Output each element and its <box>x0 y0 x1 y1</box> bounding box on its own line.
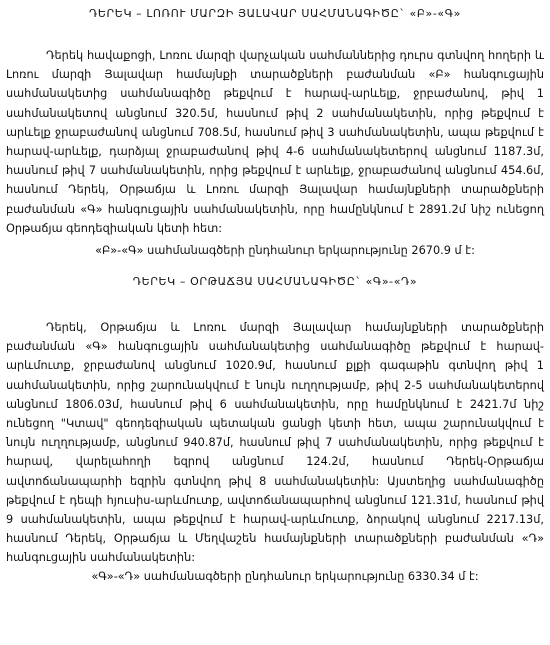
section-paragraph-derek-ortachya: Դերեկ, Օրթաճյա և Լոռու մարզի Յալավար համայնքների տարածքների բաժանման «Գ» հանգուցային սահմանակետից սահմանագիծը թեքվում է հարավ-արևմուտք, ջրբաժանով անցնում 1020.9մ, հասնում քլքի գագաթին գտնվող թիվ 1 սահմանակետին, որից շարունակվում է նույն ուղղությամբ, թիվ 2-5 սահմանակետերով անցնում 1806.03մ, հասնում թիվ 6 սահմանակետին, որը համընկնում է 2421.7մ նիշ ունեցող "Կտավ" գեոդեզիական պետական ցանցի կետի հետ, ապա շարունակվում է նույն ուղղությամբ, անցնում 940.87մ, հասնում թիվ 7 սահմանակետին, որից թեքվում է հարավ, վարելահողի եզրով անցնում 124.2մ, հասնում Դերեկ-Օրթաճյա ավտոճանապարհի եզրին գտնվող թիվ 8 սահմանակետին: Այստեղից սահմանագիծը թեքվում է դեպի հյուսիս-արևմուտք, ավտոճանապարհով անցնում 121.31մ, հասնում թիվ 9 սահմանակետին, ապա թեքվում է հարավ-արևմուտք, ձորակով անցնում 2217.13մ, հասնում Դերեկ, Օրթաճյա և Մեղվաշեն համայնքների տարածքների բաժանման «Դ» հանգուցային սահմանակետին: <box>6 321 544 565</box>
section-heading-derek-ortachya: ԴԵՐԵԿ – ՕՐԹԱՃՅԱ ՍԱՀՄԱՆԱԳԻԾԸ` «Գ»-«Դ» <box>132 275 418 289</box>
section-paragraph-derek-lori: Դերեկ հավաքոցի, Լոռու մարզի վարչական սահմաններից դուրս գտնվող հողերի և Լոռու մարզի Յալավար համայնքի տարածքների բաժանման «Բ» հանգուցային սահմանակետից սահմանագիծը թեքվում է հարավ-արևելք, ջրբաժանով, թիվ 1 սահմանակետով անցնում 320.5մ, հասնում թիվ 2 սահմանակետին, որից թեքվում է արևելք ջրաբաժանով անցնում 708.5մ, հասնում թիվ 3 սահմանակետին, ապա թեքվում է հարավ-արևելք, դարձյալ ջրաբաժանով թիվ 4-6 սահմանակետերով անցնում 1187.3մ, հասնում թիվ 7 սահմանակետին, որից թեքվում է արևելք, ջրաբաժանով անցնում 454.6մ, հասնում Դերեկ, Օրթաճյա և Լոռու մարզի Յալավար համայնքների տարածքների բաժանման «Գ» հանգուցային սահմանակետին, որը համընկնում է 2891.2մ նիշ ունեցող Օրթաճյա գեոդեզիական կետի հետ: <box>6 49 544 235</box>
section-heading-derek-lori: ԴԵՐԵԿ – ԼՈՌՈՒ ՄԱՐԶԻ ՅԱԼԱՎԱՐ ՍԱՀՄԱՆԱԳԻԾԸ` «Բ»-«Գ» <box>89 7 461 20</box>
section-summary-derek-ortachya: «Գ»-«Դ» սահմանագծերի ընդհանուր երկարությունը 6330.34 մ է: <box>91 569 479 583</box>
section-summary-derek-lori: «Բ»-«Գ» սահմանագծերի ընդհանուր երկարությունը 2670.9 մ է: <box>95 244 475 258</box>
